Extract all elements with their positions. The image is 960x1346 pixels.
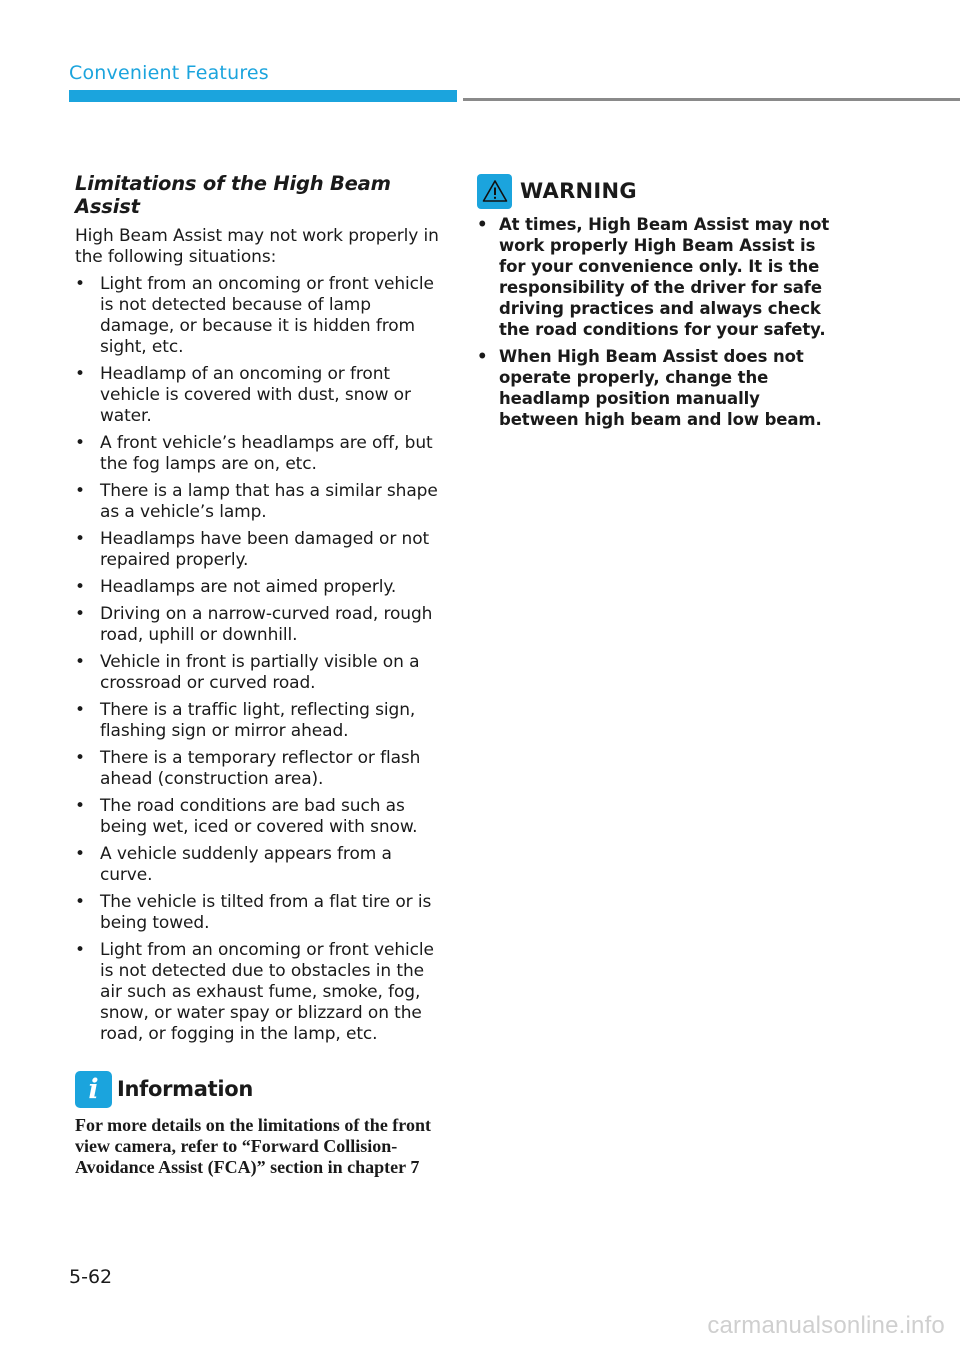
limitation-item <box>75 700 440 742</box>
bullet-marker: • <box>75 274 85 294</box>
limitation-item-text: Vehicle in front is partially visible on a crossroad or curved road. <box>100 652 420 693</box>
bullet-marker: • <box>75 529 85 549</box>
limitation-item <box>75 481 440 523</box>
limitation-item-text: There is a lamp that has a similar shape as a vehicle’s lamp. <box>100 481 438 522</box>
warning-list <box>477 214 837 430</box>
information-body: For more details on the limitations of the front view camera, refer to “Forward Collision-Avoidance Assist (FCA)” section in chapter 7 <box>75 1115 431 1177</box>
intro-paragraph: High Beam Assist may not work properly in the following situations: <box>75 226 439 267</box>
bullet-marker: • <box>75 796 85 816</box>
bullet-marker: • <box>75 700 85 720</box>
information-heading <box>75 1069 440 1109</box>
running-header-title: Convenient Features <box>69 62 269 84</box>
warning-title: WARNING <box>520 179 637 203</box>
limitation-item-text: A vehicle suddenly appears from a curve. <box>100 844 392 885</box>
limitation-item <box>75 433 440 475</box>
bullet-marker: • <box>75 433 85 453</box>
limitation-item-text: The vehicle is tilted from a flat tire or is being towed. <box>100 892 432 933</box>
limitation-item <box>75 940 440 1045</box>
bullet-marker: • <box>75 940 85 960</box>
bullet-marker: • <box>477 347 488 366</box>
header-rule-blue <box>69 90 457 102</box>
limitations-list <box>75 274 440 1045</box>
bullet-marker: • <box>75 892 85 912</box>
bullet-marker: • <box>75 577 85 597</box>
limitation-item <box>75 748 440 790</box>
watermark: carmanualsonline.info <box>707 1312 945 1339</box>
warning-item <box>477 214 837 340</box>
warning-triangle-icon <box>477 174 512 209</box>
warning-item <box>477 346 837 430</box>
warning-item-text: When High Beam Assist does not operate properly, change the headlamp position manually between high beam and low beam. <box>499 347 822 429</box>
limitation-item-text: There is a traffic light, reflecting sign, flashing sign or mirror ahead. <box>100 700 416 741</box>
limitation-item-text: Headlamp of an oncoming or front vehicle is covered with dust, snow or water. <box>100 364 411 426</box>
warning-heading <box>477 170 837 212</box>
right-column <box>477 170 837 436</box>
information-title: Information <box>117 1077 254 1101</box>
header-rule-gray <box>463 98 960 101</box>
limitation-item <box>75 604 440 646</box>
limitation-item-text: A front vehicle’s headlamps are off, but the fog lamps are on, etc. <box>100 433 433 474</box>
warning-item-text: At times, High Beam Assist may not work properly High Beam Assist is for your convenience only. It is the responsibility of the driver for safe driving practices and always check the road conditions for your safety. <box>499 215 830 339</box>
bullet-marker: • <box>75 604 85 624</box>
limitation-item <box>75 364 440 427</box>
limitation-item <box>75 529 440 571</box>
limitation-item-text: The road conditions are bad such as being wet, iced or covered with snow. <box>100 796 418 837</box>
limitation-item <box>75 844 440 886</box>
limitation-item-text: Light from an oncoming or front vehicle is not detected due to obstacles in the air such as exhaust fume, smoke, fog, snow, or water spay or blizzard on the road, or fogging in the lamp, etc. <box>100 940 434 1044</box>
bullet-marker: • <box>75 748 85 768</box>
limitation-item <box>75 652 440 694</box>
limitation-item-text: There is a temporary reflector or flash ahead (construction area). <box>100 748 421 789</box>
left-column <box>75 172 440 1178</box>
bullet-marker: • <box>75 364 85 384</box>
limitation-item <box>75 577 440 598</box>
bullet-marker: • <box>477 215 488 234</box>
bullet-marker: • <box>75 652 85 672</box>
limitation-item-text: Driving on a narrow-curved road, rough road, uphill or downhill. <box>100 604 433 645</box>
info-icon: i <box>75 1071 112 1108</box>
limitation-item-text: Headlamps have been damaged or not repaired properly. <box>100 529 430 570</box>
limitation-item <box>75 274 440 358</box>
limitation-item <box>75 892 440 934</box>
limitation-item <box>75 796 440 838</box>
limitation-item-text: Headlamps are not aimed properly. <box>100 577 397 597</box>
bullet-marker: • <box>75 844 85 864</box>
limitation-item-text: Light from an oncoming or front vehicle is not detected because of lamp damage, or because it is hidden from sight, etc. <box>100 274 434 357</box>
bullet-marker: • <box>75 481 85 501</box>
page-number: 5-62 <box>69 1266 113 1288</box>
section-title: Limitations of the High Beam Assist <box>75 172 391 218</box>
